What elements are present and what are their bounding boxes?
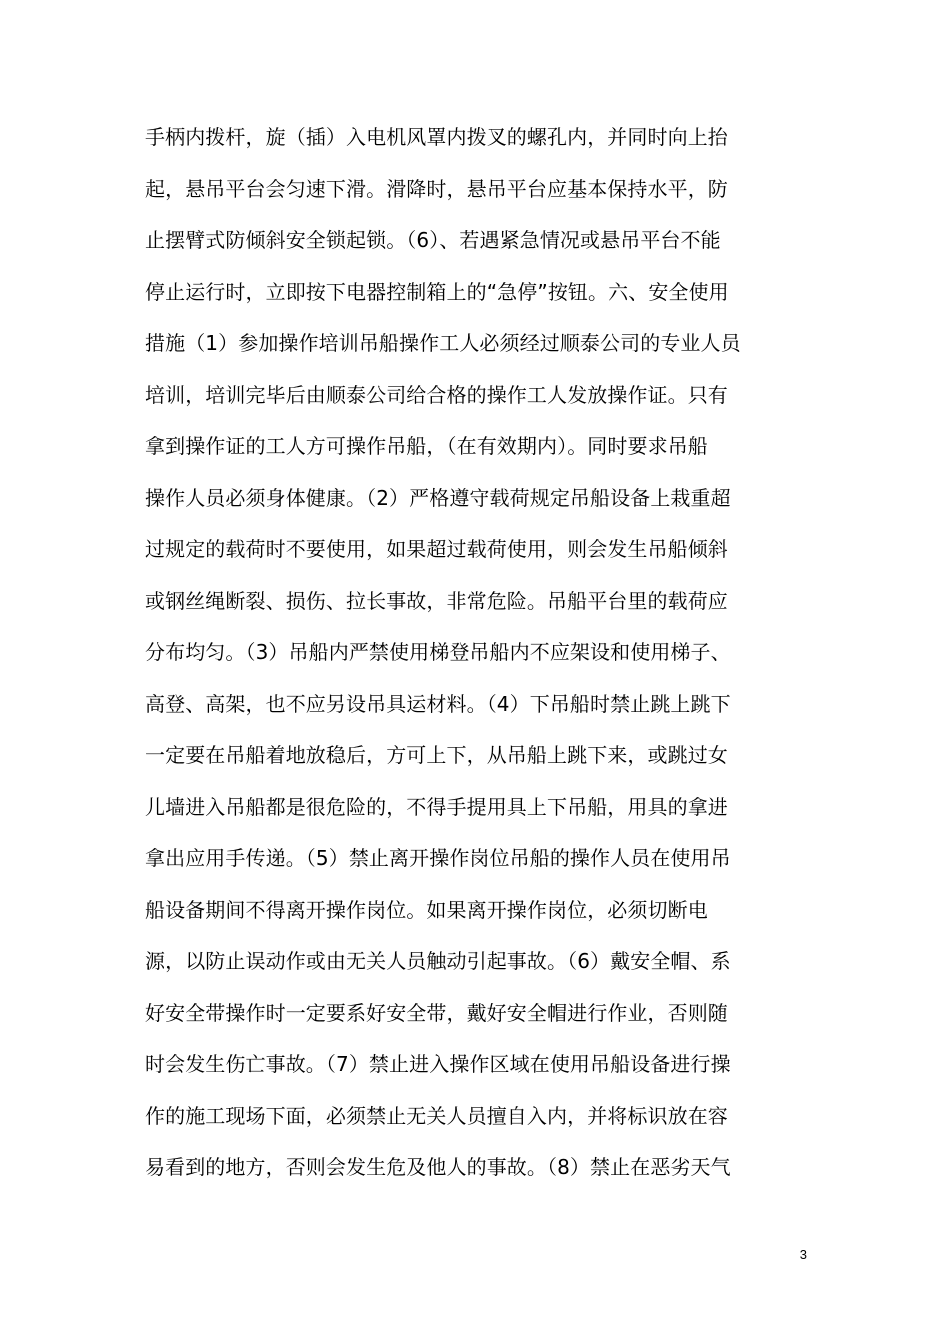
text-line: 儿墙进入吊船都是很危险的，不得手提用具上下吊船，用具的拿进 bbox=[145, 794, 728, 819]
text-line: 培训，培训完毕后由顺泰公司给合格的操作工人发放操作证。只有 bbox=[145, 382, 728, 407]
text-line: 操作人员必须身体健康。（2）严格遵守载荷规定吊船设备上栽重超 bbox=[145, 485, 731, 510]
text-line: 易看到的地方，否则会发生危及他人的事故。（8）禁止在恶劣天气 bbox=[145, 1155, 731, 1179]
text-line: 止摆臂式防倾斜安全锁起锁。（6）、若遇紧急情况或悬吊平台不能 bbox=[145, 228, 721, 252]
text-line: 措施（1）参加操作培训吊船操作工人必须经过顺泰公司的专业人员 bbox=[145, 331, 741, 355]
text-line: 拿到操作证的工人方可操作吊船，（在有效期内）。同时要求吊船 bbox=[145, 434, 708, 458]
text-line: 手柄内拨杆，旋（插）入电机风罩内拨叉的螺孔内，并同时向上抬 bbox=[145, 125, 728, 149]
text-line: 停止运行时，立即按下电器控制箱上的“急停”按钮。六、安全使用 bbox=[145, 279, 729, 304]
page-number: 3 bbox=[799, 1247, 807, 1262]
text-line: 分布均匀。（3）吊船内严禁使用梯登吊船内不应架设和使用梯子、 bbox=[145, 640, 731, 664]
text-line: 高登、高架，也不应另设吊具运材料。（4）下吊船时禁止跳上跳下 bbox=[145, 691, 731, 716]
text-line: 起，悬吊平台会匀速下滑。滑降时，悬吊平台应基本保持水平，防 bbox=[145, 176, 728, 201]
text-line: 作的施工现场下面，必须禁止无关人员擅自入内，并将标识放在容 bbox=[145, 1103, 728, 1128]
text-line: 时会发生伤亡事故。（7）禁止进入操作区域在使用吊船设备进行操 bbox=[145, 1052, 731, 1076]
text-line: 或钢丝绳断裂、损伤、拉长事故，非常危险。吊船平台里的载荷应 bbox=[145, 588, 728, 613]
text-line: 过规定的载荷时不要使用，如果超过载荷使用，则会发生吊船倾斜 bbox=[145, 537, 728, 561]
body-text bbox=[145, 117, 810, 1199]
text-line: 拿出应用手传递。（5）禁止离开操作岗位吊船的操作人员在使用吊 bbox=[145, 846, 731, 870]
text-line: 好安全带操作时一定要系好安全带，戴好安全帽进行作业，否则随 bbox=[145, 1000, 728, 1025]
text-line: 一定要在吊船着地放稳后，方可上下，从吊船上跳下来，或跳过女 bbox=[145, 743, 728, 767]
text-line: 船设备期间不得离开操作岗位。如果离开操作岗位，必须切断电 bbox=[145, 897, 708, 922]
text-line: 源，以防止误动作或由无关人员触动引起事故。（6）戴安全帽、系 bbox=[145, 949, 731, 973]
